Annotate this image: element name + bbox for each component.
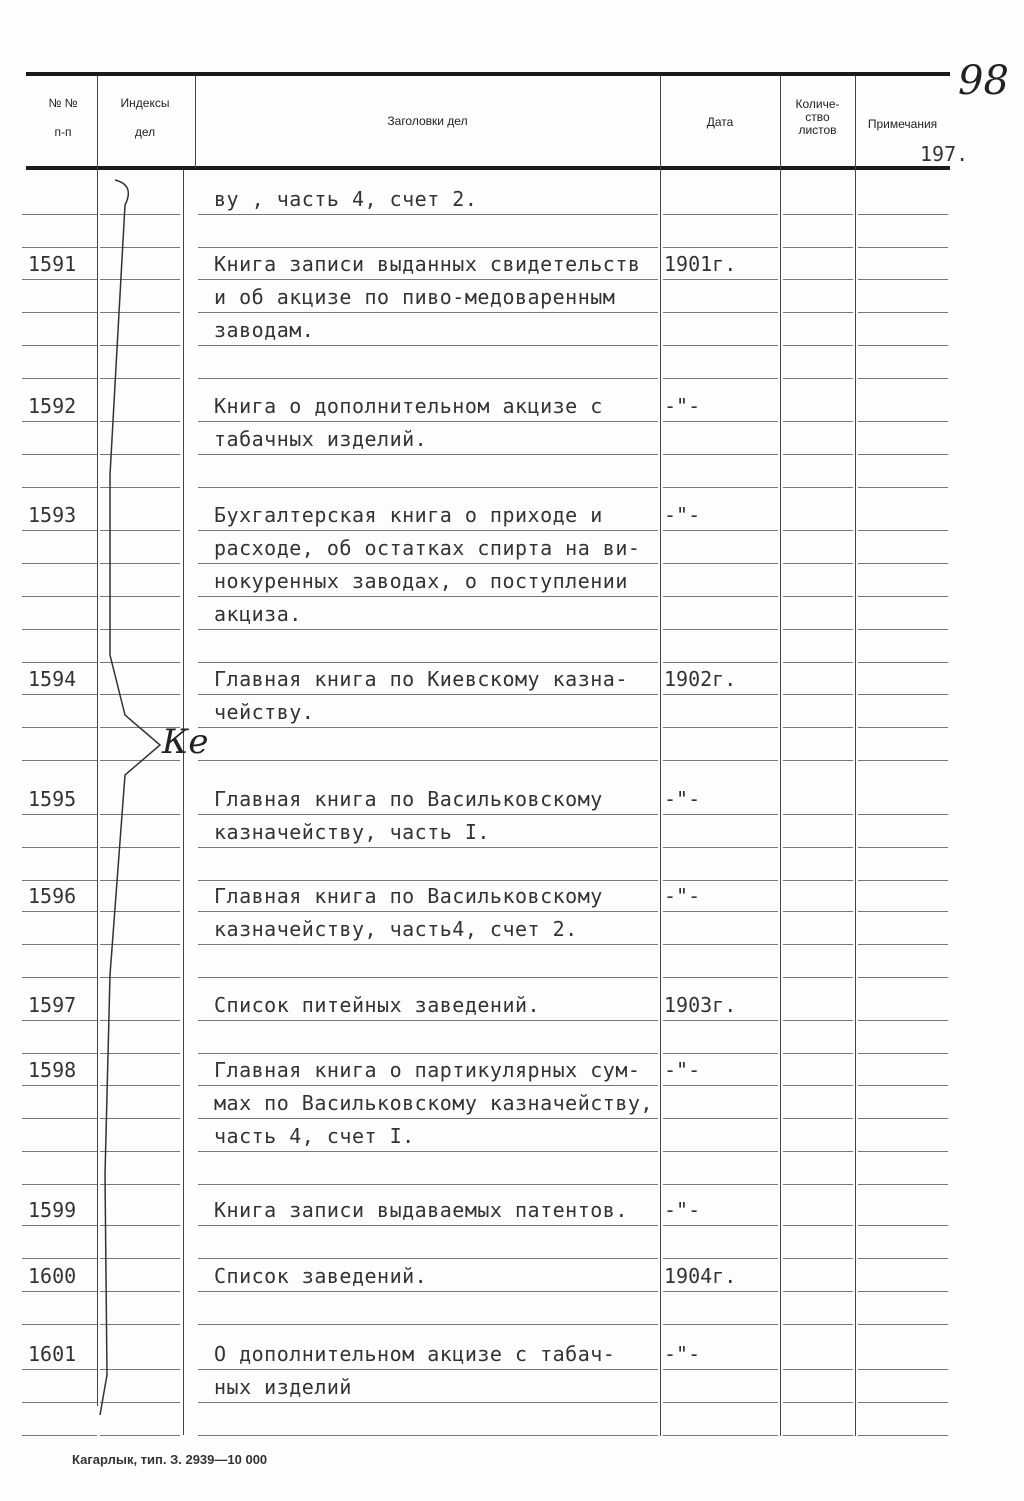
row-rule bbox=[22, 421, 97, 422]
row-rule bbox=[663, 760, 778, 761]
row-rule bbox=[783, 880, 853, 881]
row-rule bbox=[858, 1020, 948, 1021]
row-rule bbox=[663, 1225, 778, 1226]
row-rule bbox=[663, 1369, 778, 1370]
row-rule bbox=[198, 880, 658, 881]
row-rule bbox=[858, 1151, 948, 1152]
row-rule bbox=[22, 1435, 97, 1436]
row-rule bbox=[22, 1258, 97, 1259]
entry-date: -"- bbox=[664, 1198, 701, 1222]
row-rule bbox=[22, 1118, 97, 1119]
row-rule bbox=[783, 1435, 853, 1436]
row-rule bbox=[663, 454, 778, 455]
row-rule bbox=[663, 247, 778, 248]
row-rule bbox=[783, 596, 853, 597]
header-bottom-rule bbox=[26, 166, 950, 170]
row-rule bbox=[858, 378, 948, 379]
row-rule bbox=[198, 1258, 658, 1259]
row-rule bbox=[783, 454, 853, 455]
row-rule bbox=[198, 421, 658, 422]
row-rule bbox=[783, 662, 853, 663]
row-rule bbox=[198, 345, 658, 346]
row-rule bbox=[198, 1118, 658, 1119]
row-rule bbox=[198, 596, 658, 597]
row-rule bbox=[858, 760, 948, 761]
row-rule bbox=[858, 214, 948, 215]
row-rule bbox=[858, 1291, 948, 1292]
entry-date: 1903г. bbox=[664, 993, 737, 1017]
row-rule bbox=[783, 279, 853, 280]
row-rule bbox=[198, 1435, 658, 1436]
row-rule bbox=[22, 247, 97, 248]
entry-title-line: казначейству, часть4, счет 2. bbox=[214, 917, 578, 941]
row-rule bbox=[663, 345, 778, 346]
index-bracket-line bbox=[95, 175, 185, 1425]
entry-date: -"- bbox=[664, 394, 701, 418]
row-rule bbox=[198, 279, 658, 280]
row-rule bbox=[783, 378, 853, 379]
row-rule bbox=[198, 1184, 658, 1185]
entry-number: 1592 bbox=[28, 394, 77, 418]
header-notes: Примечания bbox=[867, 117, 938, 131]
row-rule bbox=[858, 880, 948, 881]
entry-date: 1904г. bbox=[664, 1264, 737, 1288]
row-rule bbox=[783, 629, 853, 630]
row-rule bbox=[22, 694, 97, 695]
row-rule bbox=[22, 1020, 97, 1021]
entry-title-line: Книга записи выданных свидетельств bbox=[214, 252, 641, 276]
printed-page-number: 197. bbox=[920, 142, 969, 166]
entry-title-line: Список заведений. bbox=[214, 1264, 428, 1288]
row-rule bbox=[198, 944, 658, 945]
row-rule bbox=[783, 727, 853, 728]
row-rule bbox=[858, 1184, 948, 1185]
row-rule bbox=[198, 1151, 658, 1152]
row-rule bbox=[858, 911, 948, 912]
row-rule bbox=[22, 1151, 97, 1152]
row-rule bbox=[22, 814, 97, 815]
row-rule bbox=[663, 279, 778, 280]
row-rule bbox=[22, 1369, 97, 1370]
row-rule bbox=[783, 487, 853, 488]
row-rule bbox=[663, 1053, 778, 1054]
header-number-line2: п-п bbox=[54, 125, 72, 139]
row-rule bbox=[198, 1291, 658, 1292]
row-rule bbox=[198, 247, 658, 248]
row-rule bbox=[198, 629, 658, 630]
row-rule bbox=[22, 214, 97, 215]
header-sheets bbox=[780, 98, 855, 137]
header-title: Заголовки дел bbox=[387, 114, 468, 128]
row-rule bbox=[663, 1258, 778, 1259]
row-rule bbox=[663, 530, 778, 531]
row-rule bbox=[858, 977, 948, 978]
row-rule bbox=[22, 629, 97, 630]
row-rule bbox=[858, 454, 948, 455]
row-rule bbox=[663, 694, 778, 695]
row-rule bbox=[783, 421, 853, 422]
header-sheets-line2: ство bbox=[805, 110, 830, 124]
entry-title-line: Книга о дополнительном акцизе с bbox=[214, 394, 603, 418]
row-rule bbox=[783, 1151, 853, 1152]
row-rule bbox=[198, 911, 658, 912]
row-rule bbox=[858, 247, 948, 248]
row-rule bbox=[783, 911, 853, 912]
entry-date: 1901г. bbox=[664, 252, 737, 276]
row-rule bbox=[783, 312, 853, 313]
entry-date: 1902г. bbox=[664, 667, 737, 691]
entry-title-line: мах по Васильковскому казначейству, bbox=[214, 1091, 653, 1115]
row-rule bbox=[858, 421, 948, 422]
entry-date: -"- bbox=[664, 1342, 701, 1366]
row-rule bbox=[22, 1324, 97, 1325]
row-rule bbox=[22, 563, 97, 564]
entry-title-line: и об акцизе по пиво-медоваренным bbox=[214, 285, 616, 309]
row-rule bbox=[22, 1053, 97, 1054]
row-rule bbox=[858, 629, 948, 630]
row-rule bbox=[783, 1020, 853, 1021]
entry-title-line: Главная книга по Васильковскому bbox=[214, 884, 603, 908]
row-rule bbox=[22, 662, 97, 663]
row-rule bbox=[198, 378, 658, 379]
row-rule bbox=[198, 977, 658, 978]
row-rule bbox=[198, 1402, 658, 1403]
row-rule bbox=[198, 1225, 658, 1226]
header-index bbox=[100, 96, 190, 140]
entry-title-line: часть 4, счет I. bbox=[214, 1124, 415, 1148]
entry-number: 1594 bbox=[28, 667, 77, 691]
row-rule bbox=[663, 487, 778, 488]
row-rule bbox=[663, 214, 778, 215]
entry-title-line: расходе, об остатках спирта на ви- bbox=[214, 536, 641, 560]
row-rule bbox=[858, 727, 948, 728]
row-rule bbox=[22, 1225, 97, 1226]
row-rule bbox=[783, 1324, 853, 1325]
row-rule bbox=[783, 563, 853, 564]
row-rule bbox=[22, 596, 97, 597]
row-rule bbox=[198, 1085, 658, 1086]
entry-title-line: Список питейных заведений. bbox=[214, 993, 541, 1017]
entry-title-line: Книга записи выдаваемых патентов. bbox=[214, 1198, 628, 1222]
row-rule bbox=[198, 1324, 658, 1325]
row-rule bbox=[783, 1053, 853, 1054]
entry-number: 1593 bbox=[28, 503, 77, 527]
entry-title-line: ву , часть 4, счет 2. bbox=[214, 187, 478, 211]
row-rule bbox=[858, 1118, 948, 1119]
row-rule bbox=[858, 563, 948, 564]
row-rule bbox=[783, 1369, 853, 1370]
row-rule bbox=[783, 1258, 853, 1259]
row-rule bbox=[783, 1085, 853, 1086]
entry-title-line: нокуренных заводах, о поступлении bbox=[214, 569, 628, 593]
row-rule bbox=[198, 814, 658, 815]
row-rule bbox=[858, 1225, 948, 1226]
row-rule bbox=[663, 880, 778, 881]
entry-title-line: заводам. bbox=[214, 318, 315, 342]
entry-number: 1599 bbox=[28, 1198, 77, 1222]
row-rule bbox=[663, 1118, 778, 1119]
row-rule bbox=[663, 1020, 778, 1021]
entry-title-line: акциза. bbox=[214, 602, 302, 626]
row-rule bbox=[22, 727, 97, 728]
row-rule bbox=[22, 1085, 97, 1086]
row-rule bbox=[783, 814, 853, 815]
row-rule bbox=[663, 944, 778, 945]
row-rule bbox=[783, 345, 853, 346]
row-rule bbox=[198, 1369, 658, 1370]
row-rule bbox=[22, 847, 97, 848]
col-divider bbox=[855, 76, 856, 1436]
row-rule bbox=[783, 1291, 853, 1292]
row-rule bbox=[22, 345, 97, 346]
row-rule bbox=[858, 1085, 948, 1086]
row-rule bbox=[858, 1258, 948, 1259]
row-rule bbox=[783, 247, 853, 248]
row-rule bbox=[198, 847, 658, 848]
row-rule bbox=[858, 530, 948, 531]
row-rule bbox=[663, 662, 778, 663]
row-rule bbox=[198, 1020, 658, 1021]
row-rule bbox=[22, 977, 97, 978]
row-rule bbox=[663, 596, 778, 597]
row-rule bbox=[198, 214, 658, 215]
row-rule bbox=[198, 454, 658, 455]
row-rule bbox=[198, 530, 658, 531]
row-rule bbox=[858, 596, 948, 597]
row-rule bbox=[198, 563, 658, 564]
row-rule bbox=[858, 1053, 948, 1054]
row-rule bbox=[22, 760, 97, 761]
row-rule bbox=[858, 847, 948, 848]
row-rule bbox=[663, 1324, 778, 1325]
index-annotation: Ке bbox=[162, 722, 209, 762]
row-rule bbox=[858, 279, 948, 280]
entry-date: -"- bbox=[664, 1058, 701, 1082]
row-rule bbox=[783, 1225, 853, 1226]
entry-number: 1598 bbox=[28, 1058, 77, 1082]
row-rule bbox=[858, 487, 948, 488]
row-rule bbox=[858, 1402, 948, 1403]
row-rule bbox=[858, 694, 948, 695]
entry-number: 1591 bbox=[28, 252, 77, 276]
row-rule bbox=[198, 760, 658, 761]
row-rule bbox=[198, 312, 658, 313]
row-rule bbox=[22, 1402, 97, 1403]
row-rule bbox=[22, 911, 97, 912]
row-rule bbox=[22, 880, 97, 881]
entry-title-line: Главная книга по Киевскому казна- bbox=[214, 667, 628, 691]
row-rule bbox=[198, 694, 658, 695]
header-number bbox=[30, 96, 96, 140]
handwritten-page-number: 98 bbox=[958, 58, 1009, 104]
row-rule bbox=[198, 727, 658, 728]
row-rule bbox=[783, 1184, 853, 1185]
row-rule bbox=[858, 345, 948, 346]
row-rule bbox=[783, 530, 853, 531]
row-rule bbox=[22, 454, 97, 455]
row-rule bbox=[783, 1402, 853, 1403]
entry-number: 1600 bbox=[28, 1264, 77, 1288]
header-sheets-line1: Количе- bbox=[795, 97, 840, 111]
row-rule bbox=[663, 1402, 778, 1403]
row-rule bbox=[858, 662, 948, 663]
col-divider bbox=[780, 76, 781, 1436]
row-rule bbox=[22, 1291, 97, 1292]
printer-footer: Кагарлык, тип. З. 2939—10 000 bbox=[72, 1452, 268, 1467]
row-rule bbox=[858, 1369, 948, 1370]
header-top-rule bbox=[26, 72, 950, 76]
row-rule bbox=[663, 312, 778, 313]
entry-title-line: О дополнительном акцизе с табач- bbox=[214, 1342, 616, 1366]
row-rule bbox=[858, 312, 948, 313]
row-rule bbox=[858, 1435, 948, 1436]
row-rule bbox=[198, 487, 658, 488]
row-rule bbox=[22, 312, 97, 313]
row-rule bbox=[783, 694, 853, 695]
row-rule bbox=[663, 911, 778, 912]
row-rule bbox=[663, 1291, 778, 1292]
row-rule bbox=[22, 279, 97, 280]
entry-title-line: Главная книга о партикулярных сум- bbox=[214, 1058, 641, 1082]
row-rule bbox=[198, 1053, 658, 1054]
entry-title-line: чейству. bbox=[214, 700, 315, 724]
header-index-line2: дел bbox=[134, 125, 156, 139]
row-rule bbox=[22, 487, 97, 488]
row-rule bbox=[663, 563, 778, 564]
row-rule bbox=[22, 1184, 97, 1185]
row-rule bbox=[22, 530, 97, 531]
row-rule bbox=[22, 378, 97, 379]
row-rule bbox=[783, 847, 853, 848]
row-rule bbox=[22, 944, 97, 945]
header-date: Дата bbox=[706, 115, 734, 129]
entry-number: 1595 bbox=[28, 787, 77, 811]
row-rule bbox=[663, 1184, 778, 1185]
row-rule bbox=[663, 1435, 778, 1436]
row-rule bbox=[783, 760, 853, 761]
row-rule bbox=[663, 727, 778, 728]
row-rule bbox=[858, 814, 948, 815]
entry-date: -"- bbox=[664, 787, 701, 811]
entry-date: -"- bbox=[664, 503, 701, 527]
row-rule bbox=[663, 629, 778, 630]
header-index-line1: Индексы bbox=[120, 96, 170, 110]
row-rule bbox=[663, 977, 778, 978]
row-rule bbox=[100, 1435, 180, 1436]
entry-title-line: ных изделий bbox=[214, 1375, 352, 1399]
row-rule bbox=[663, 421, 778, 422]
row-rule bbox=[783, 977, 853, 978]
row-rule bbox=[858, 1324, 948, 1325]
row-rule bbox=[663, 1151, 778, 1152]
entry-title-line: табачных изделий. bbox=[214, 427, 428, 451]
row-rule bbox=[783, 214, 853, 215]
entry-number: 1597 bbox=[28, 993, 77, 1017]
row-rule bbox=[663, 814, 778, 815]
entry-date: -"- bbox=[664, 884, 701, 908]
row-rule bbox=[198, 662, 658, 663]
row-rule bbox=[663, 378, 778, 379]
header-number-line1: № № bbox=[48, 96, 78, 110]
entry-number: 1596 bbox=[28, 884, 77, 908]
row-rule bbox=[783, 1118, 853, 1119]
entry-title-line: Главная книга по Васильковскому bbox=[214, 787, 603, 811]
row-rule bbox=[858, 944, 948, 945]
col-divider bbox=[660, 76, 661, 1436]
header-sheets-line3: листов bbox=[798, 123, 837, 137]
entry-title-line: казначейству, часть I. bbox=[214, 820, 490, 844]
entry-number: 1601 bbox=[28, 1342, 77, 1366]
entry-title-line: Бухгалтерская книга о приходе и bbox=[214, 503, 603, 527]
row-rule bbox=[783, 944, 853, 945]
row-rule bbox=[663, 1085, 778, 1086]
row-rule bbox=[663, 847, 778, 848]
